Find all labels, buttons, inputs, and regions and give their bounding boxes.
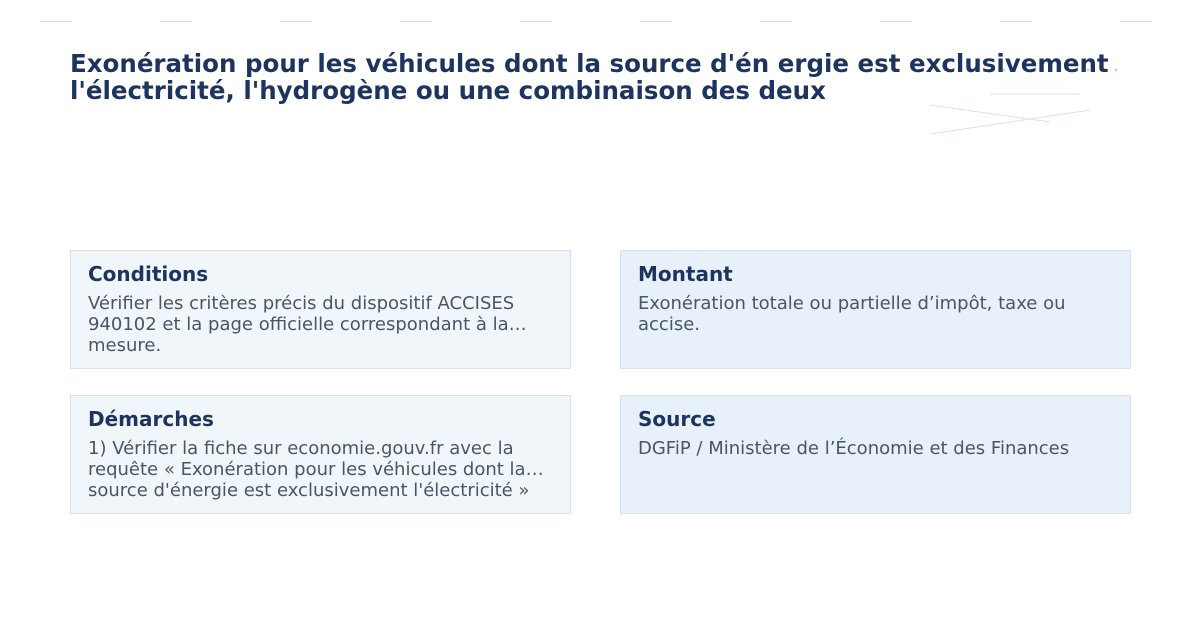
- top-divider-dash: [160, 21, 191, 22]
- top-divider-dash: [1120, 21, 1151, 22]
- demarches-card-text: 1) Vérifier la fiche sur economie.gouv.fr avec la requête « Exonération pour les véhicules dont la source d'énergie est exclusivement l'électricité »: [88, 438, 530, 501]
- montant-card-title: Montant: [638, 262, 733, 286]
- conditions-card-text: Vérifier les critères précis du dispositif ACCISES 940102 et la page officielle correspondant à la mesure.: [88, 293, 515, 356]
- conditions-card-title: Conditions: [88, 262, 209, 286]
- montant-card: [620, 250, 1131, 369]
- top-divider-dash: [40, 21, 71, 22]
- demarches-card: [70, 395, 571, 514]
- source-card-text: DGFiP / Ministère de l’Économie et des Finances: [638, 438, 1070, 459]
- top-divider-dash: [880, 21, 911, 22]
- page-title: Exonération pour les véhicules dont la source d'én ergie est exclusivement l'électricité, l'hydrogène ou une combinaison des deux: [70, 49, 1109, 105]
- demarches-card-title: Démarches: [88, 407, 214, 431]
- source-card-title: Source: [638, 407, 716, 431]
- source-card: [620, 395, 1131, 514]
- top-divider-dash: [1000, 21, 1031, 22]
- conditions-card: [70, 250, 571, 369]
- top-divider-dash: [280, 21, 311, 22]
- montant-card-text: Exonération totale ou partielle d’impôt, taxe ou accise.: [638, 293, 1066, 335]
- top-divider-dash: [520, 21, 551, 22]
- top-divider-dash: [400, 21, 431, 22]
- top-divider-dash: [760, 21, 791, 22]
- top-divider-dash: [640, 21, 671, 22]
